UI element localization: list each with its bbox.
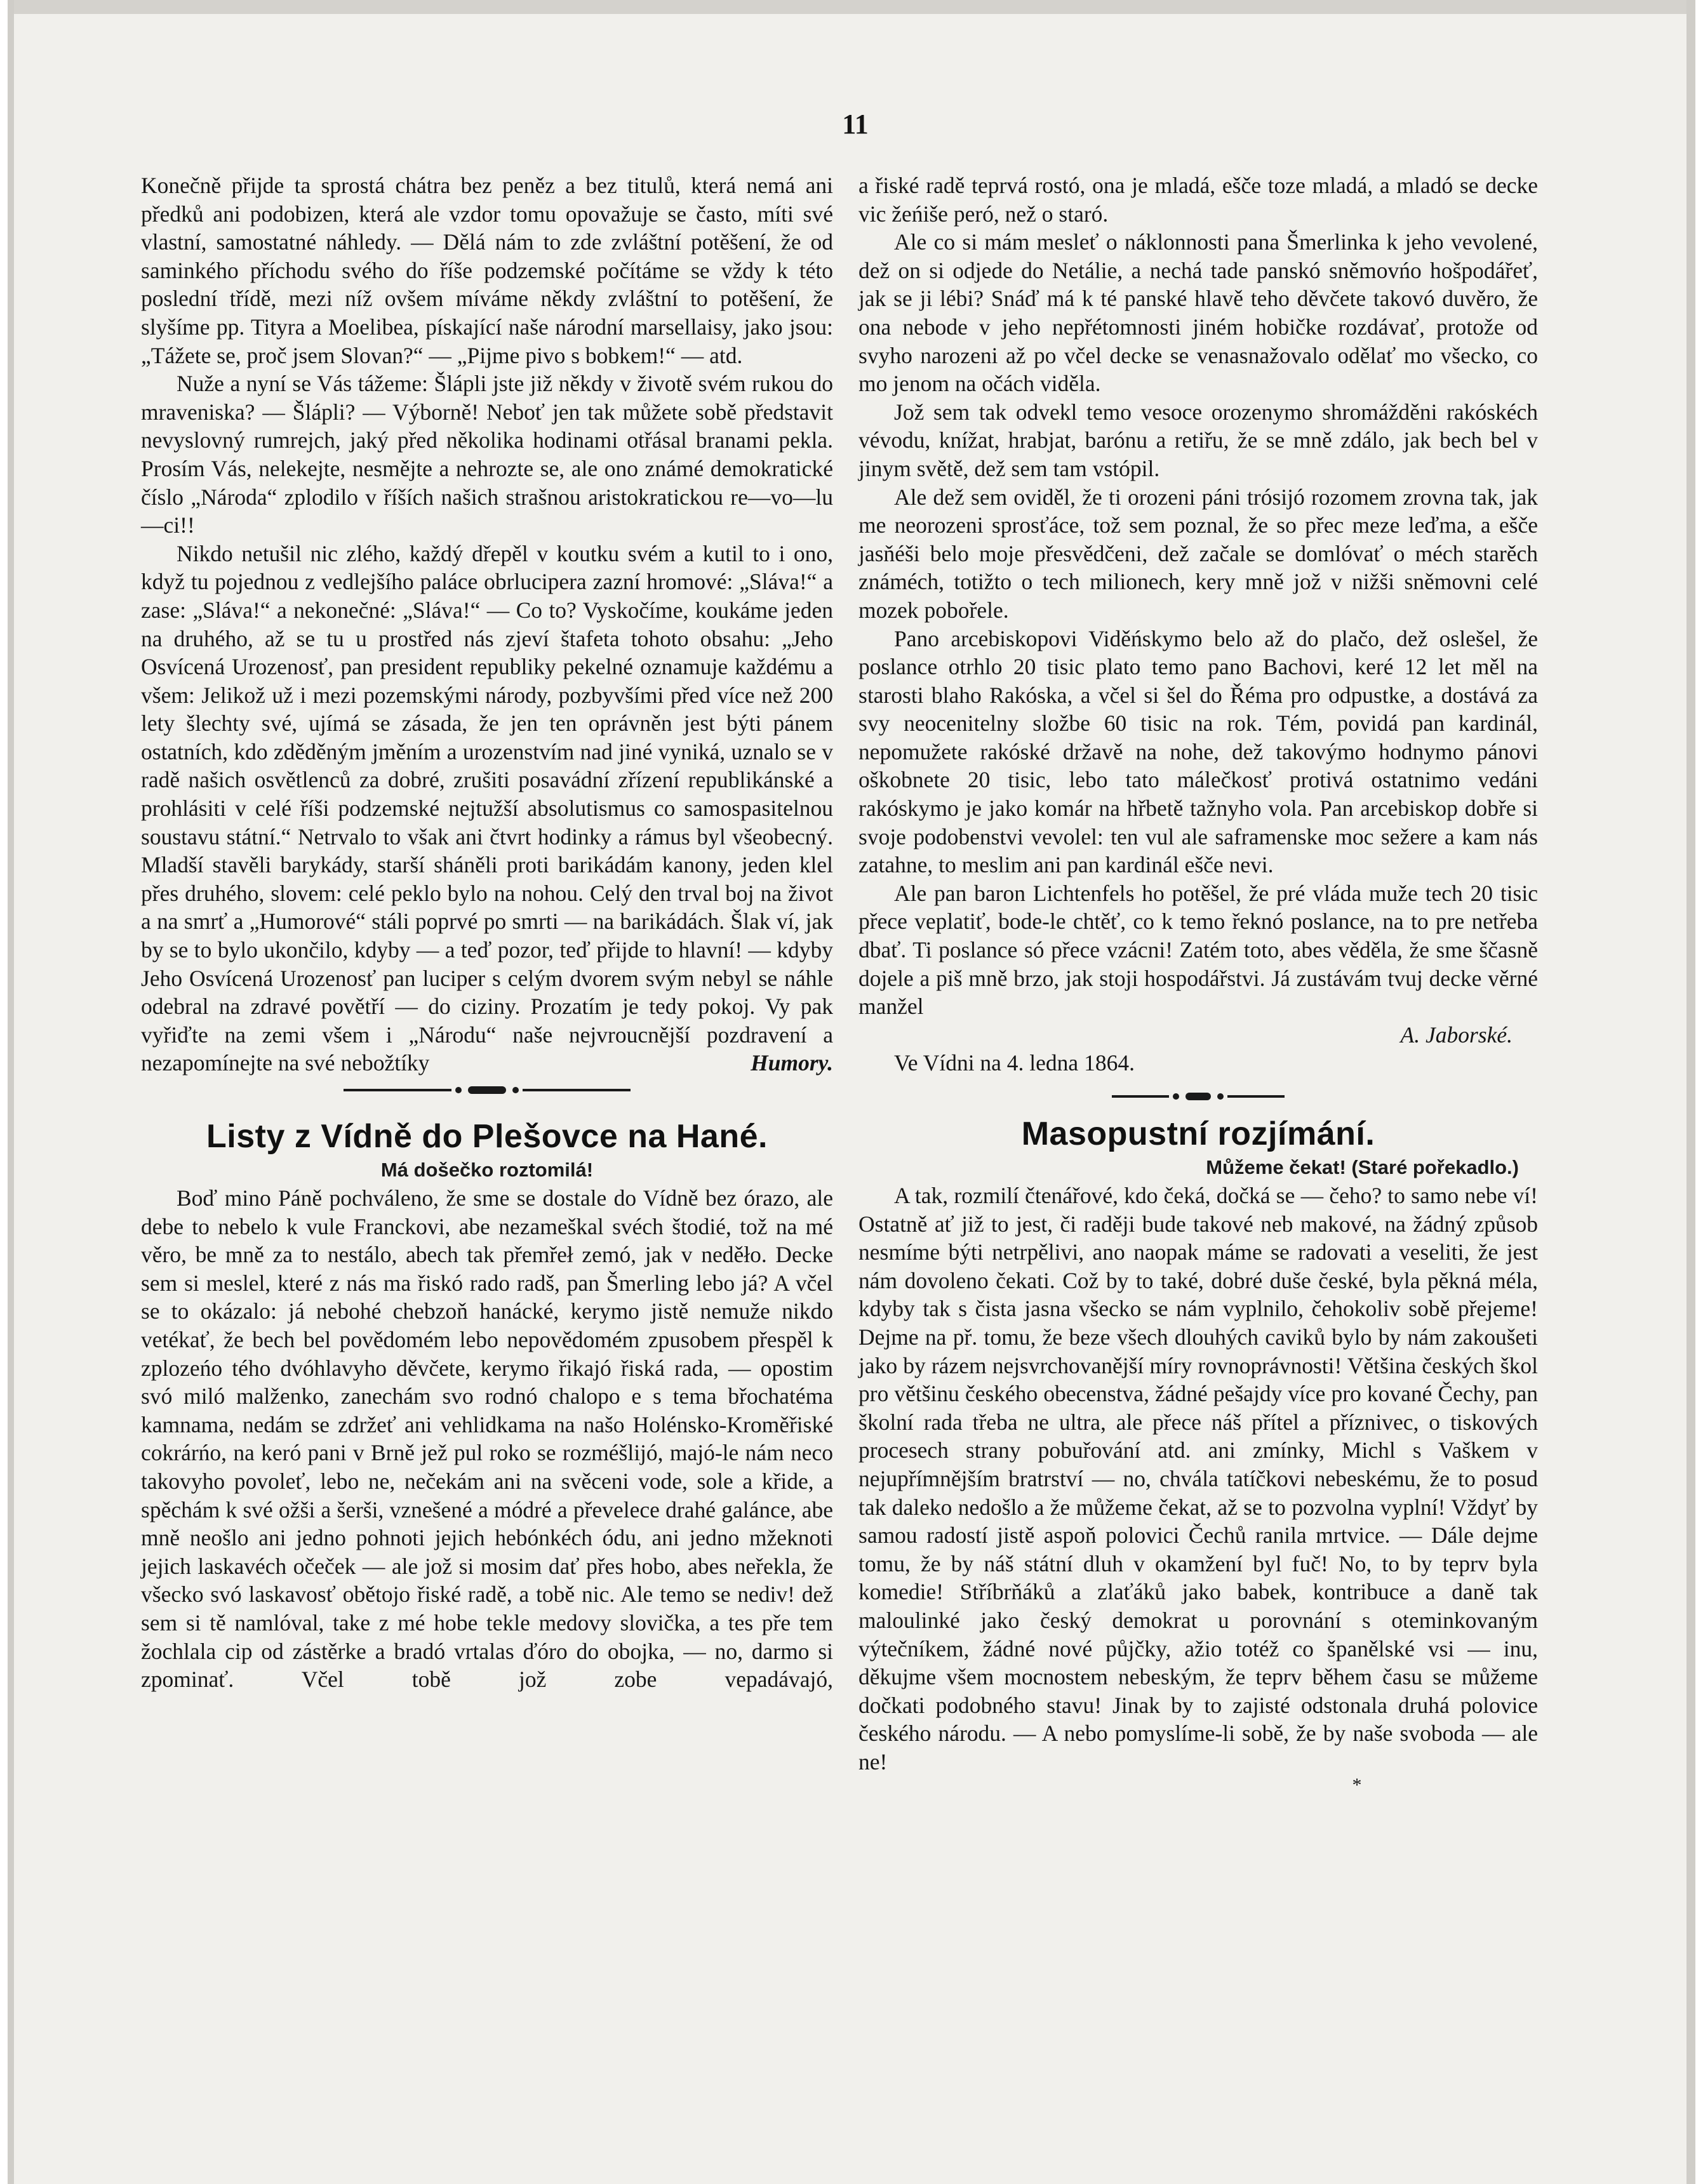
intro-paragraph: Nuže a nyní se Vás tážeme: Šlápli jste již někdy v životě svém rukou do mraveniska? — Šlápli? — Výborně! Neboť jen tak můžete sobě představit nevyslovný rumrejch, jaký před několika hodinami otřásal branami pekla. Prosím Vás, nelekejte, nesmějte a nehrozte se, ale ono známé demokratické číslo „Národa“ zplodilo v říších našich strašnou aristokratickou re—vo—lu—ci!!: [141, 371, 833, 538]
letters-continued-paragraph: a řiské radě teprvá rostó, ona je mladá, ešče toze mladá, a mladó se decke vic žeńiše peró, než o staró.: [858, 173, 1538, 227]
letters-paragraph: Boď mino Páně pochváleno, že sme se dostale do Vídně bez órazo, ale debe to nebelo k vule Franckovi, abe nezameškal svéch štodié, tož na mé věro, be mně za to nestálo, abech tak přemřeł zemó, jak v neděło. Decke sem si meslel, které z nás ma řiskó rado radš, pan Šmerling lebo já? A včel se to okázalo: já nebohé chebzoň hanácké, kerymo jistě nemuže nikdo vetékať, že bech bel povědomém lebo nepovědomém zpusobem přespěl k zplozeńo tého dvóhlavyho děvčete, kerymo řikajó řiská rada, — opostim svó miló malženko, zanechám svo rodnó chalopo e s tema břochatéma kamnama, nedám se zdržeť ani vehlidkama na našo Holénsko-Kroměřiské cokrárńo, na keró pani v Brně jež pul roko se rozméšlijó, majó-le nám neco takovyho povoleť, lebo ne, nečekám ani na svěceni vode, sole a křide, a spěchám k své ožši a šerši, vznešené a módré a převelece drahé galánce, abe mně neošlo ani jedno pohnoti jejich hebónkéch ódu, ani jedno mžeknoti jejich laskavéch očeček — ale jož si mosim dať přes hobo, abes neřekla, že všecko svó laskavosť obětojo řiské radě, a tobě nic. Ale temo se nediv! dež sem si tě namlóval, take z mé hobe tekle medovy slovička, a tes pře tem žochlala cip od zástěrke a bradó vrtalas ďóro do obojka, — no, darmo si zpominať. Včel tobě jož zobe vepadávajó,: [141, 1185, 833, 1693]
section-divider: [141, 1077, 833, 1103]
letters-continued-paragraph: Pano arcebiskopovi Viděńskymo belo až do plačo, dež oslešel, že poslance otrhlo 20 tisic plato temo pano Bachovi, keré 12 let měl na starosti blaho Rakóska, a včel si šel do Řéma pro odpustke, a dostává za svy neocenitelny složbe 60 tisic na rok. Tém, povidá pan kardinál, nepomužete rakóské državě na nohe, dež takovýmo hodnymo pánovi oškobnete 20 tisic, lebo tato málečkosť protivá ostatnimo vedáni rakóskymo je jako komár na hřbetě tažnyho vola. Pan arcebiskop dobře si svoje podobenstvi vevolel: ten vul ale saframenske moc sežere a kam nás zatahne, to meslim ani pan kardinál ešče nevi.: [858, 625, 1538, 878]
letters-continued-paragraph: Ale co si mám mesleť o náklonnosti pana Šmerlinka k jeho vevolené, dež on si odjede do Netálie, a nechá tade panskó sněmovńo hošpodářeť, jak se ji lébi? Snáď má k té panské hlavě teho děvčete takovó duvěro, že ona nebode v jeho nepřétomnosti jiném hobičke rozdávať, protože od svyho narozeni až po včel decke se venasnažovalo odělať mo všecko, co mo jenom na očách viděla.: [858, 229, 1538, 397]
intro-paragraph: [141, 540, 833, 1077]
page-number: 11: [842, 109, 869, 140]
masopust-motto: Můžeme čekat! (Staré pořekadlo.): [1206, 1156, 1519, 1178]
letters-signature: A. Jaborské.: [1400, 1022, 1513, 1048]
intro-signature: Humory.: [751, 1050, 833, 1076]
section-divider: [858, 1084, 1538, 1109]
footnote-mark: *: [1352, 1774, 1362, 1796]
page-edge-top: [8, 0, 1695, 14]
letters-heading: Listy z Vídně do Plešovce na Hané.: [206, 1118, 768, 1155]
page-edge-left: [8, 0, 14, 2184]
newspaper-page: [8, 0, 1695, 2184]
page-edge-right: [1686, 0, 1695, 2184]
letters-continued-paragraph: Ale pan baron Lichtenfels ho potěšel, že pré vláda muže tech 20 tisic přece veplatiť, bode-le chtěť, co k temo řeknó poslance, na to pre netřeba dbať. Ti poslance só přece vzácni! Zatém toto, abes věděla, že sme ščasně dojele a piš mně brzo, jak stoji hospodářstvi. Já zustávám tvuj decke věrné manžel: [858, 880, 1538, 1020]
masopust-paragraph: A tak, rozmilí čtenářové, kdo čeká, dočká se — čeho? to samo nebe ví! Ostatně ať již to jest, či raději bude takové neb makové, na žádný způsob nesmíme býti netrpělivi, ano naopak máme se radovati a veseliti, že jest nám dovoleno čekati. Což by to také, dobré duše české, byla pěkná méla, kdyby tak s čista jasna všecko se nám vyplnilo, čehokoliv sobě přejeme! Dejme na př. tomu, že beze všech dlouhých caviků bylo by nám zakoušeti jako by rázem nejsvrchovanější míry rovnoprávnosti! Většina českých škol pro většinu českého obecenstva, žádné pešajdy více pro kované Čechy, pan školní rada třeba ne ultra, ale přece náš přítel a příznivec, o tiskových procesech strany pobuřování atd. ani zmínky, Michl s Vaškem v nejupřímnějším bratrství — no, chvála tatíčkovi nebeskému, že to posud tak daleko nedošlo a že můžeme čekat, až se to pozvolna vyplní! Vždyť by samou radostí jistě aspoň polovici Čechů ranila mrtvice. — Dále dejme tomu, že by náš státní dluh v okamžení byl fuč! No, to by teprv byla komedie! Stříbrňáků a zlaťáků jako babek, kontribuce a daně tak maloulinké jako český demokrat u porovnání s oteminkovaným výtečníkem, žádné nové půjčky, ažio totéž co španělské vsi — inu, děkujme všem mocnostem nebeským, že teprv během času se můžeme dočkati podobného stavu! Jinak by to zajisté odstonala druhá polovice českého národu. — A nebo pomyslíme-li sobě, že by naše svoboda — ale ne!: [858, 1183, 1538, 1774]
letters-dateline: Ve Vídni na 4. ledna 1864.: [894, 1050, 1135, 1076]
intro-paragraph-text: Nikdo netušil nic zlého, každý dřepěl v koutku svém a kutil to i ono, když tu pojednou z vedlejšího paláce obrlucipera zazní hromové: „Sláva!“ a zase: „Sláva!“ a nekonečné: „Sláva!“ — Co to? Vyskočíme, koukáme jeden na druhého, až se tu u prostřed nás zjeví štafeta tohoto obsahu: „Jeho Osvícená Urozenosť, pan president republiky pekelné oznamuje každému a všem: Jelikož už i mezi pozemskými národy, pozbyvšími před více než 200 lety šlechty své, ujímá se zásada, že jen ten oprávněn jest býti pánem ostatních, kdo zděděným jměním a urozenstvím nad jiné vyniká, uznalo se v radě našich osvětlenců za dobré, zrušiti posavádní zřízení republikánské a prohlásiti v celé říši podzemské nejtužší absolutismus co samospasitelnou soustavu státní.“ Netrvalo to však ani čtvrt hodinky a rámus byl všeobecný. Mladší stavěli barykády, starší sháněli proti barikádám kanony, jeden klel přes druhého, slovem: celé peklo bylo na nohou. Celý den trval boj na život a na smrť a „Humorové“ stáli poprvé po smrti — na barikádách. Šlak ví, jak by se to bylo ukončilo, kdyby — a teď pozor, teď přijde to hlavní! — kdyby Jeho Osvícená Urozenosť pan luciper s celým dvorem svým nebyl se náhle odebral na zdravé povětří — do ciziny. Prozatím je tedy pokoj. Vy pak vyřiďte na zemi všem i „Národu“ naše nejvroucnější pozdravení a nezapomínejte na své nebožtíky: [141, 540, 833, 1076]
masopust-heading: Masopustní rozjímání.: [1021, 1115, 1375, 1152]
intro-paragraph: Konečně přijde ta sprostá chátra bez peněz a bez titulů, která nemá ani předků ani podobizen, která ale vzdor tomu opovažuje se často, míti své vlastní, samostatné náhledy. — Dělá nám to zde zvláštní potěšení, že od saminkého příchodu svého do říše podzemské počítáme se vždy k této poslední třídě, mezi níž ovšem míváme někdy zvláštní to potěšení, že slyšíme pp. Tityra a Moelibea, pískající naše národní marsellaisy, jako jsou: „Tážete se, proč jsem Slovan?“ — „Pijme pivo s bobkem!“ — atd.: [141, 173, 833, 368]
letters-salutation: Má došečko roztomilá!: [380, 1159, 594, 1181]
letters-continued-paragraph: Jož sem tak odvekl temo vesoce orozenymo shromážděni rakóskéch vévodu, knížat, hrabjat, barónu a retiřu, že se mně zdálo, jak bech bel v jinym světě, dež sem tam vstópil.: [858, 399, 1538, 481]
right-column: [858, 171, 1538, 1795]
left-column: [141, 171, 833, 1694]
letters-continued-paragraph: Ale dež sem oviděl, že ti orozeni páni trósijó rozomem zrovna tak, jak me neorozeni sprosťáce, tož sem poznal, že so přec meze leďma, a ešče jasňéši belo moje přesvědčeni, dež začale se domlóvať o méch starěch známéch, totižto o tech milionech, kery mně jož v nižši sněmovni celé mozek pobořele.: [858, 484, 1538, 623]
